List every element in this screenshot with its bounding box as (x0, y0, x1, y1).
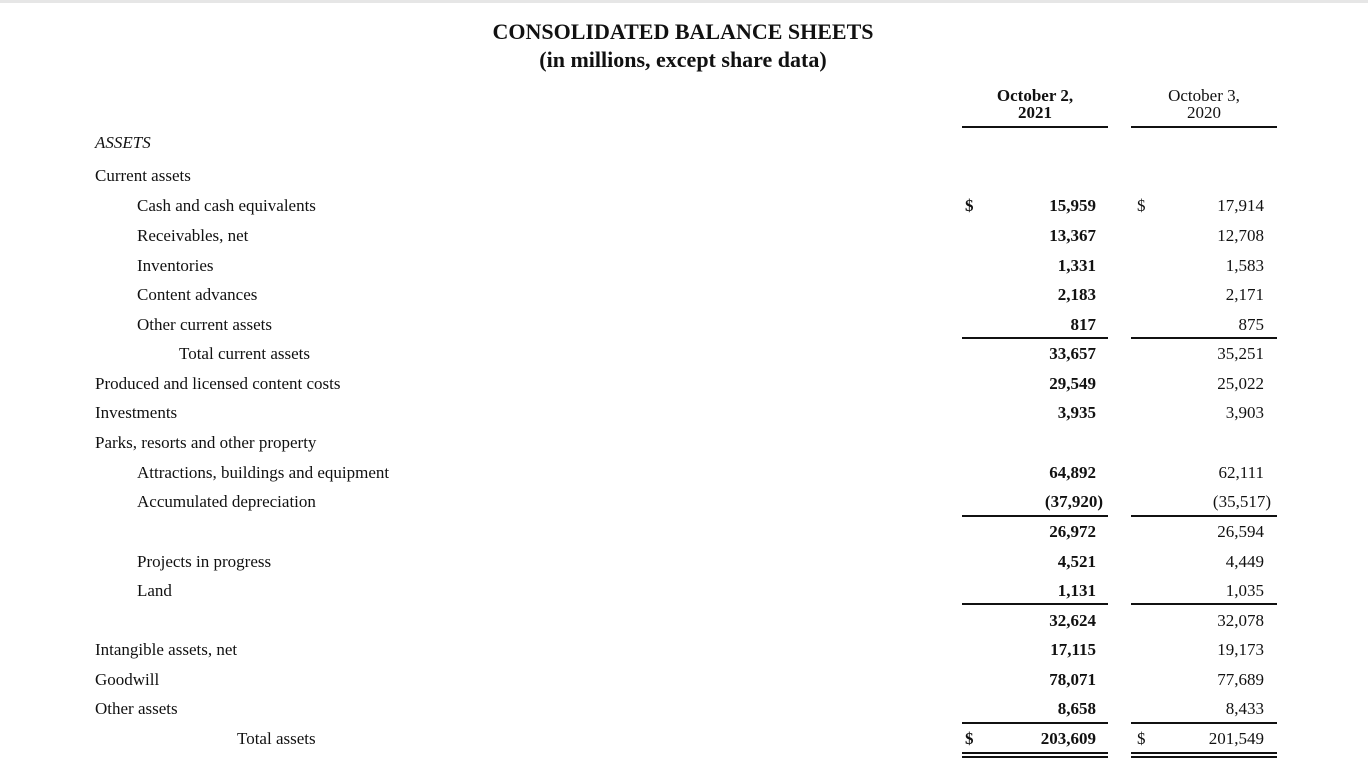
value-2021: 17,115 (1050, 640, 1096, 659)
value-2020: 2,171 (1225, 285, 1264, 304)
subtotal-rule (962, 603, 1108, 605)
value-2021: 78,071 (1049, 670, 1096, 689)
column-header-2021 (962, 87, 1108, 121)
table-row (0, 520, 1368, 544)
subtotal-rule (962, 515, 1108, 517)
column-header-2021-date: October 2, (996, 86, 1074, 105)
row-label: Cash and cash equivalents (137, 196, 316, 215)
value-2020: 26,594 (1217, 522, 1264, 541)
table-row (0, 224, 1368, 248)
value-2021: 4,521 (1057, 552, 1096, 571)
currency-symbol: $ (1137, 196, 1146, 215)
value-2020: 8,433 (1225, 699, 1264, 718)
value-2020: 201,549 (1208, 729, 1264, 748)
table-row (0, 401, 1368, 425)
value-2021: 1,331 (1057, 256, 1096, 275)
column-header-2020 (1131, 87, 1277, 121)
row-label: Goodwill (95, 670, 160, 689)
assets-heading: ASSETS (95, 133, 151, 152)
row-label: Total current assets (179, 344, 310, 363)
value-2021: 2,183 (1057, 285, 1096, 304)
row-label: Attractions, buildings and equipment (137, 463, 390, 482)
value-2021: 3,935 (1057, 403, 1096, 422)
row-label: Produced and licensed content costs (95, 374, 341, 393)
table-row (0, 372, 1368, 396)
row-label: Receivables, net (137, 226, 249, 245)
total-double-rule (1131, 756, 1277, 758)
subtotal-rule (1131, 603, 1277, 605)
subtotal-rule (1131, 515, 1277, 517)
value-2020: 35,251 (1217, 344, 1264, 363)
row-label: Other current assets (137, 315, 273, 334)
row-label: Intangible assets, net (95, 640, 238, 659)
value-2020: 875 (1238, 315, 1264, 334)
table-row (0, 313, 1368, 337)
value-2021: 29,549 (1049, 374, 1096, 393)
column-header-underline (962, 126, 1108, 128)
row-label: Investments (95, 403, 178, 422)
row-label: Content advances (137, 285, 258, 304)
value-2020: 32,078 (1217, 611, 1264, 630)
value-2021: 32,624 (1049, 611, 1096, 630)
table-row (0, 490, 1368, 514)
row-label: Accumulated depreciation (137, 492, 316, 511)
table-row (0, 697, 1368, 721)
column-header-2020-year: 2020 (1187, 103, 1221, 122)
value-2020: 12,708 (1217, 226, 1264, 245)
value-2020: 4,449 (1225, 552, 1264, 571)
row-label: Inventories (137, 256, 214, 275)
total-assets-row (0, 727, 1368, 751)
table-row (0, 550, 1368, 574)
value-2020: 62,111 (1218, 463, 1264, 482)
currency-symbol: $ (1137, 729, 1146, 748)
value-2020: 1,035 (1225, 581, 1264, 600)
value-2020: 25,022 (1217, 374, 1264, 393)
column-header-2021-year: 2021 (1018, 103, 1052, 122)
row-label: Total assets (237, 729, 316, 748)
value-2021: 26,972 (1049, 522, 1096, 541)
table-row (0, 283, 1368, 307)
table-row (0, 194, 1368, 218)
page-top-border (0, 0, 1368, 3)
value-2021: 13,367 (1049, 226, 1096, 245)
value-2021: 15,959 (1049, 196, 1096, 215)
subtotal-rule (962, 337, 1108, 339)
column-header-underline (1131, 126, 1277, 128)
table-row (0, 254, 1368, 278)
currency-symbol: $ (965, 729, 974, 748)
table-row (0, 342, 1368, 366)
table-row (0, 609, 1368, 633)
assets-heading-row (0, 131, 1368, 155)
current-assets-heading-row (0, 164, 1368, 188)
subtotal-rule (1131, 337, 1277, 339)
value-2020: 19,173 (1217, 640, 1264, 659)
table-row (0, 461, 1368, 485)
table-row (0, 668, 1368, 692)
total-double-rule (962, 756, 1108, 758)
value-2021: 64,892 (1049, 463, 1096, 482)
parks-heading-row (0, 431, 1368, 455)
value-2021: 817 (1070, 315, 1096, 334)
value-2021: 1,131 (1057, 581, 1096, 600)
row-label: Projects in progress (137, 552, 272, 571)
subtotal-rule (962, 722, 1108, 724)
total-double-rule (1131, 752, 1277, 754)
page-subtitle: (in millions, except share data) (539, 47, 827, 72)
value-2021: (37,920) (1044, 492, 1103, 511)
subtotal-rule (1131, 722, 1277, 724)
value-2020: 3,903 (1225, 403, 1264, 422)
parks-heading: Parks, resorts and other property (95, 433, 317, 452)
row-label: Land (137, 581, 172, 600)
total-double-rule (962, 752, 1108, 754)
value-2021: 8,658 (1057, 699, 1096, 718)
page-title: CONSOLIDATED BALANCE SHEETS (492, 19, 874, 44)
currency-symbol: $ (965, 196, 974, 215)
value-2020: (35,517) (1212, 492, 1271, 511)
table-row (0, 579, 1368, 603)
value-2021: 203,609 (1040, 729, 1096, 748)
value-2020: 17,914 (1217, 196, 1264, 215)
row-label: Other assets (95, 699, 178, 718)
value-2020: 77,689 (1217, 670, 1264, 689)
table-row (0, 638, 1368, 662)
value-2021: 33,657 (1049, 344, 1096, 363)
column-header-2020-date: October 3, (1168, 86, 1240, 105)
value-2020: 1,583 (1225, 256, 1264, 275)
current-assets-heading: Current assets (95, 166, 191, 185)
